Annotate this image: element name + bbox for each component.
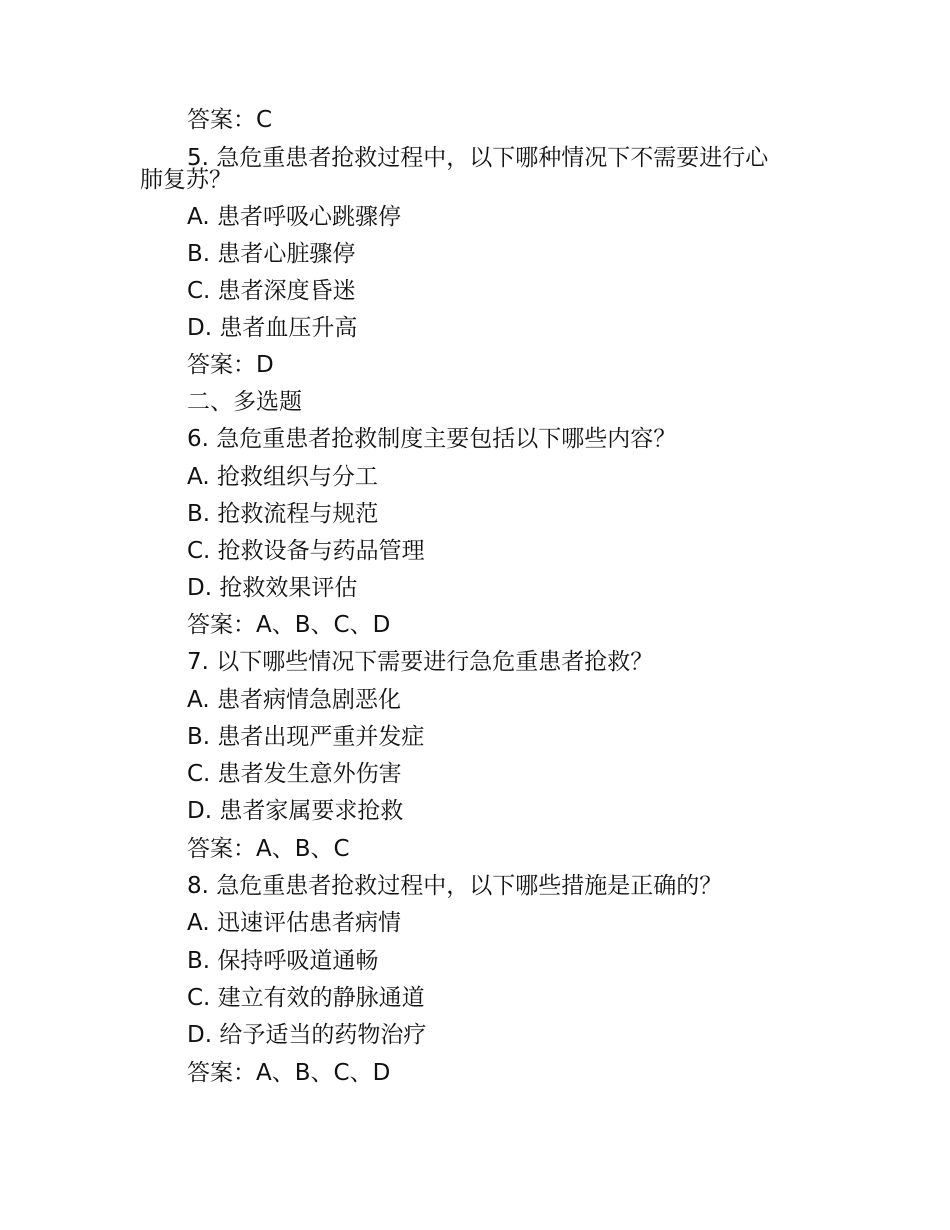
q8-option-b: B. 保持呼吸道通畅 xyxy=(187,948,379,974)
q7-option-c: C. 患者发生意外伤害 xyxy=(187,761,402,787)
q7-option-b: B. 患者出现严重并发症 xyxy=(187,724,425,750)
question-6: 6. 急危重患者抢救制度主要包括以下哪些内容？ xyxy=(187,426,677,452)
q5-option-a: A. 患者呼吸心跳骤停 xyxy=(187,204,401,230)
answer-q4: 答案：C xyxy=(187,107,273,133)
q6-option-a: A. 抢救组织与分工 xyxy=(187,464,378,490)
q7-option-d: D. 患者家属要求抢救 xyxy=(187,798,404,824)
section-heading-multiple-choice: 二、多选题 xyxy=(187,389,302,415)
q8-option-c: C. 建立有效的静脉通道 xyxy=(187,985,425,1011)
answer-q8: 答案：A、B、C、D xyxy=(187,1060,391,1086)
q8-option-a: A. 迅速评估患者病情 xyxy=(187,910,401,936)
question-7: 7. 以下哪些情况下需要进行急危重患者抢救？ xyxy=(187,649,654,675)
answer-q7: 答案：A、B、C xyxy=(187,836,350,862)
answer-q6: 答案：A、B、C、D xyxy=(187,612,391,638)
q5-option-c: C. 患者深度昏迷 xyxy=(187,278,356,304)
answer-q5: 答案：D xyxy=(187,352,274,378)
q7-option-a: A. 患者病情急剧恶化 xyxy=(187,687,401,713)
question-5: 5. 急危重患者抢救过程中，以下哪种情况下不需要进行心 xyxy=(187,145,769,171)
q6-option-b: B. 抢救流程与规范 xyxy=(187,501,379,527)
q6-option-c: C. 抢救设备与药品管理 xyxy=(187,538,425,564)
q6-option-d: D. 抢救效果评估 xyxy=(187,575,358,601)
q5-option-d: D. 患者血压升高 xyxy=(187,315,358,341)
question-5-continued: 肺复苏？ xyxy=(140,167,232,193)
q5-option-b: B. 患者心脏骤停 xyxy=(187,241,356,267)
question-8: 8. 急危重患者抢救过程中，以下哪些措施是正确的？ xyxy=(187,873,723,899)
q8-option-d: D. 给予适当的药物治疗 xyxy=(187,1022,427,1048)
